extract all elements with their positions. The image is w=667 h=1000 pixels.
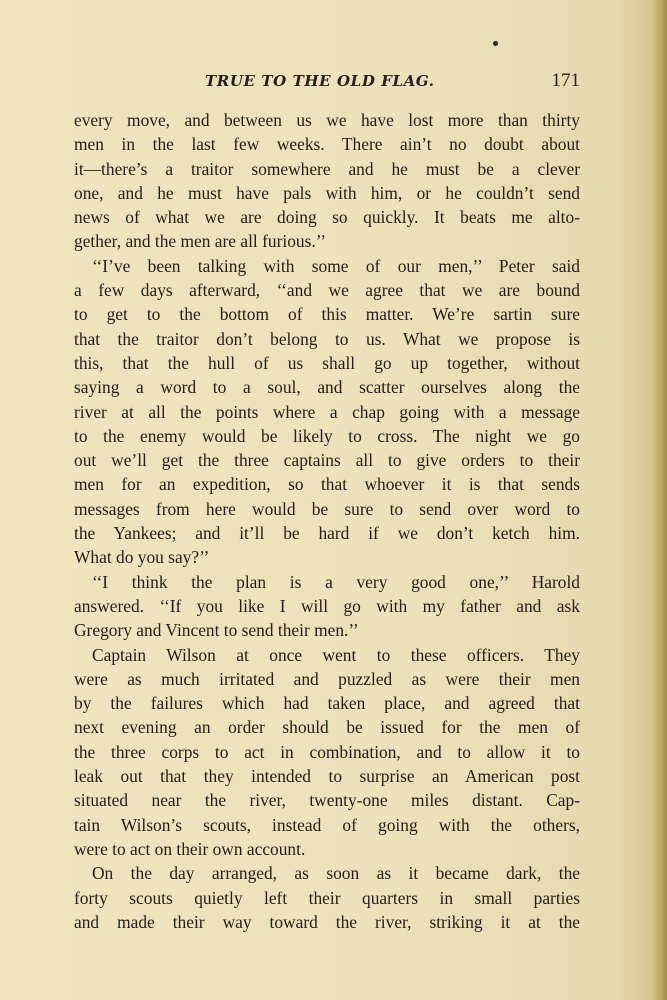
text-line: every move, and between us we have lost more than thirty xyxy=(74,110,580,130)
ink-speck xyxy=(493,41,498,46)
text-line: men in the last few weeks. There ain’t no doubt about xyxy=(74,134,580,155)
text-line: were to act on their own account. xyxy=(74,838,306,859)
text-line: forty scouts quietly left their quarters in small parties xyxy=(74,887,580,908)
text-line: by the failures which had taken place, and agreed that xyxy=(74,693,580,714)
body-text xyxy=(74,108,580,934)
text-line: ‘‘I’ve been talking with some of our men,’’ Peter said xyxy=(92,255,580,276)
text-line: the Yankees; and it’ll be hard if we don’t ketch him. xyxy=(74,523,580,544)
text-line: answered. ‘‘If you like I will go with my father and ask xyxy=(74,595,580,616)
text-line: messages from here would be sure to send over word to xyxy=(74,498,580,519)
text-line: this, that the hull of us shall go up together, without xyxy=(74,352,580,373)
text-line: tain Wilson’s scouts, instead of going with the others, xyxy=(74,814,580,835)
text-line: news of what we are doing so quickly. It beats me alto- xyxy=(74,207,580,228)
text-line: out we’ll get the three captains all to give orders to their xyxy=(74,450,580,471)
text-line: a few days afterward, ‘‘and we agree that we are bound xyxy=(74,280,580,301)
page-number: 171 xyxy=(551,70,580,91)
text-line: and made their way toward the river, striking it at the xyxy=(74,911,580,932)
text-line: ‘‘I think the plan is a very good one,’’ Harold xyxy=(92,571,580,592)
text-line: it—there’s a traitor somewhere and he must be a clever xyxy=(74,158,580,179)
text-line: What do you say?’’ xyxy=(74,547,210,568)
text-line: leak out that they intended to surprise an American post xyxy=(74,766,580,787)
text-line: situated near the river, twenty-one miles distant. Cap- xyxy=(74,790,580,811)
text-line: gether, and the men are all furious.’’ xyxy=(74,231,327,252)
running-title: TRUE TO THE OLD FLAG. xyxy=(205,72,435,90)
text-line: one, and he must have pals with him, or he couldn’t send xyxy=(74,182,580,203)
text-line: Captain Wilson at once went to these officers. They xyxy=(92,644,580,665)
text-line: next evening an order should be issued for the men of xyxy=(74,717,580,738)
text-line: the three corps to act in combination, and to allow it to xyxy=(74,741,580,762)
text-line: On the day arranged, as soon as it became dark, the xyxy=(92,863,580,884)
text-line: saying a word to a soul, and scatter ourselves along the xyxy=(74,377,580,398)
text-line: to get to the bottom of this matter. We’re sartin sure xyxy=(74,304,580,325)
text-line: were as much irritated and puzzled as were their men xyxy=(74,668,580,689)
text-line: Gregory and Vincent to send their men.’’ xyxy=(74,620,359,641)
text-line: to the enemy would be likely to cross. The night we go xyxy=(74,425,580,446)
text-line: that the traitor don’t belong to us. What we propose is xyxy=(74,328,580,349)
page-edge-shadow xyxy=(651,0,667,1000)
text-line: river at all the points where a chap going with a message xyxy=(74,401,580,422)
page-header xyxy=(70,72,590,98)
text-line: men for an expedition, so that whoever it is that sends xyxy=(74,474,580,495)
